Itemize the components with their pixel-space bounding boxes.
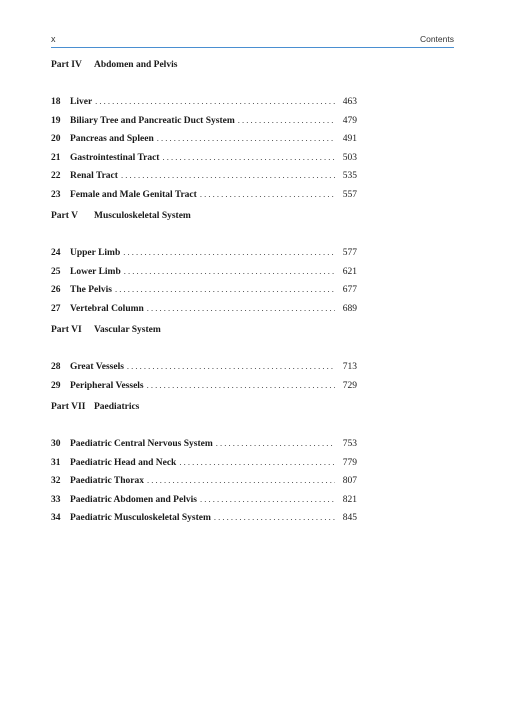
chapter-page: 463 [342,97,357,107]
chapter-page: 845 [342,513,357,523]
chapter-number: 20 [51,134,61,144]
chapter-page: 557 [342,189,357,200]
chapter-number: 28 [51,362,61,372]
running-title: Contents [419,34,454,44]
chapter-title: Paediatric Thorax [70,476,144,486]
chapter-page: 677 [342,285,357,295]
chapter-number: 31 [51,457,61,468]
dot-leader [121,166,335,185]
toc-entry[interactable] [51,129,357,148]
chapter-title: Biliary Tree and Pancreatic Duct System [70,115,235,126]
toc-entry[interactable] [51,262,357,281]
chapter-number: 23 [51,189,61,200]
table-of-contents [51,55,357,530]
chapter-title: Gastrointestinal Tract [70,152,160,163]
part-heading [51,55,357,92]
chapter-title: Peripheral Vessels [70,380,144,391]
dot-leader [214,508,335,527]
page-number: x [51,34,56,44]
chapter-number: 33 [51,494,61,505]
chapter-number: 26 [51,285,61,295]
dot-leader [124,262,335,281]
part-label: Part IV [51,60,82,70]
chapter-page: 621 [342,266,357,277]
part-title: Abdomen and Pelvis [94,60,178,70]
part-label: Part VI [51,325,82,335]
chapter-title: Paediatric Central Nervous System [70,439,213,449]
part-title: Vascular System [94,325,161,335]
dot-leader [95,92,335,111]
toc-entry[interactable] [51,471,357,490]
chapter-page: 807 [342,476,357,486]
chapter-page: 503 [342,152,357,163]
toc-entry[interactable] [51,299,357,318]
chapter-title: Great Vessels [70,362,124,372]
chapter-title: Pancreas and Spleen [70,134,154,144]
chapter-page: 729 [342,380,357,391]
running-header [51,34,454,48]
chapter-number: 32 [51,476,61,486]
chapter-title: Paediatric Musculoskeletal System [70,513,211,523]
chapter-title: Upper Limb [70,248,121,258]
part-heading [51,397,357,434]
part-label: Part V [51,211,78,221]
chapter-page: 713 [342,362,357,372]
dot-leader [179,453,335,472]
chapter-page: 689 [342,303,357,314]
chapter-title: Paediatric Abdomen and Pelvis [70,494,197,505]
chapter-number: 18 [51,97,61,107]
chapter-page: 779 [342,457,357,468]
chapter-number: 22 [51,171,61,181]
chapter-number: 21 [51,152,61,163]
toc-entry[interactable] [51,376,357,395]
chapter-title: Liver [70,97,93,107]
chapter-title: Renal Tract [70,171,118,181]
chapter-page: 577 [342,248,357,258]
chapter-number: 27 [51,303,61,314]
dot-leader [157,129,335,148]
toc-entry[interactable] [51,357,357,376]
toc-entry[interactable] [51,166,357,185]
chapter-number: 19 [51,115,61,126]
dot-leader [147,299,335,318]
dot-leader [147,376,335,395]
chapter-number: 25 [51,266,61,277]
toc-entry[interactable] [51,92,357,111]
header-rule [51,47,454,48]
part-heading [51,320,357,357]
dot-leader [200,185,335,204]
dot-leader [127,357,335,376]
chapter-page: 535 [342,171,357,181]
toc-entry[interactable] [51,453,357,472]
dot-leader [200,490,335,509]
toc-entry[interactable] [51,490,357,509]
chapter-page: 491 [342,134,357,144]
dot-leader [162,148,335,167]
toc-entry[interactable] [51,508,357,527]
dot-leader [123,243,335,262]
part-title: Musculoskeletal System [94,211,191,221]
chapter-title: Paediatric Head and Neck [70,457,177,468]
chapter-title: Female and Male Genital Tract [70,189,197,200]
part-title: Paediatrics [94,402,140,412]
chapter-page: 821 [342,494,357,505]
toc-entry[interactable] [51,185,357,204]
chapter-number: 29 [51,380,61,391]
dot-leader [238,111,335,130]
chapter-number: 30 [51,439,61,449]
chapter-number: 34 [51,513,61,523]
chapter-page: 479 [342,115,357,126]
chapter-title: Vertebral Column [70,303,144,314]
toc-entry[interactable] [51,148,357,167]
chapter-number: 24 [51,248,61,258]
dot-leader [216,434,335,453]
chapter-title: The Pelvis [70,285,112,295]
part-label: Part VII [51,402,86,412]
chapter-title: Lower Limb [70,266,121,277]
toc-entry[interactable] [51,434,357,453]
part-heading [51,206,357,243]
chapter-page: 753 [342,439,357,449]
toc-entry[interactable] [51,243,357,262]
dot-leader [147,471,335,490]
toc-entry[interactable] [51,111,357,130]
dot-leader [115,280,335,299]
toc-entry[interactable] [51,280,357,299]
